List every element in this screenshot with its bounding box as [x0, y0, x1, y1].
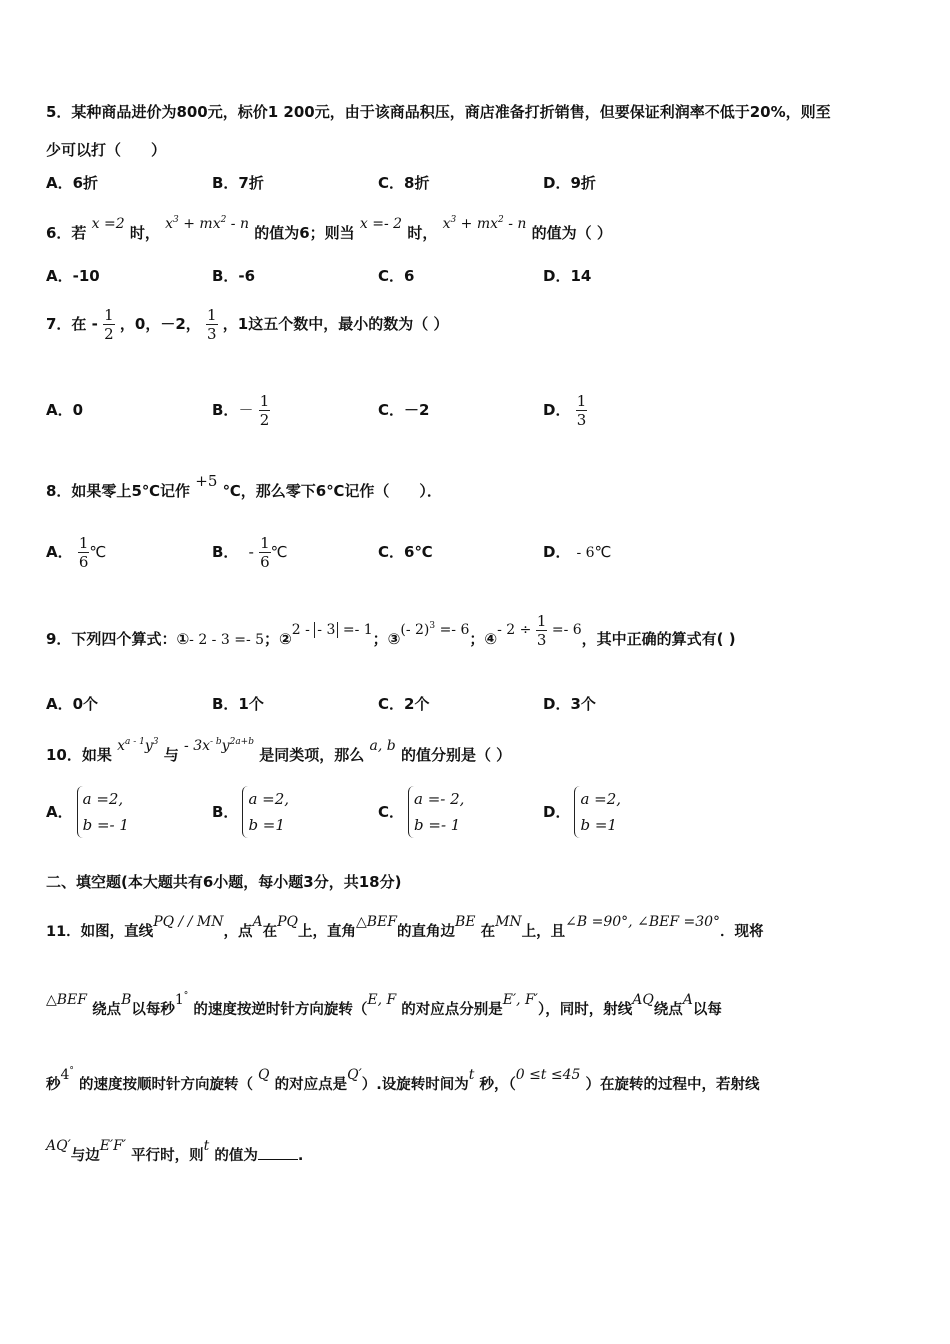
q11-line3: 秒4° 的速度按顺时针方向旋转（ Q 的对应点是Q′）.设旋转时间为t 秒，（0 ≤t ≤45 ）在旋转的过程中，若射线	[46, 1066, 760, 1093]
q9-expr4: - 2 ÷ $\frac{1}{3}$ =- 6	[497, 611, 582, 649]
q6-option-b: B．-6	[212, 267, 256, 285]
q7-optd-fraction: $\frac{1}{3}$	[576, 392, 587, 429]
q6-option-a: A．-10	[46, 267, 100, 285]
q7-option-c: C．－2	[378, 401, 430, 419]
q8-opta-fraction: $\frac{1}{6}$	[78, 534, 89, 571]
q5-line1: 5．某种商品进价为800元，标价1 200元，由于该商品积压，商店准备打折销售，但要保证利润率不低于20%，则至	[46, 103, 831, 121]
q10-term1: $x^{a - 1}y^3$	[117, 737, 159, 754]
q11-answer-blank[interactable]	[258, 1159, 298, 1160]
q6-stem: 6．若 x =2 时， $x^3 + mx^2 - n$ 的值为6；则当 x =- 2 时， $x^3 + mx^2 - n$ 的值为（ ）	[46, 215, 612, 242]
q9-option-c: C．2个	[378, 695, 430, 713]
q7-fraction-half: $\frac{1}{2}$	[104, 306, 114, 343]
q5-line2: 少可以打（ ）	[46, 141, 167, 159]
q7-option-b: B．－ $\frac{1}{2}$	[212, 392, 270, 429]
q7-option-a: A．0	[46, 401, 84, 419]
q8-option-a: A． $\frac{1}{6}$ ℃	[46, 534, 107, 571]
q7-fraction-third: $\frac{1}{3}$	[207, 306, 217, 343]
q8-option-c: C．6℃	[378, 543, 433, 561]
q9-stem: 9．下列四个算式：①- 2 - 3 =- 5；②2 - - 3 =- 1；③(- 2)$^3$ =- 6；④- 2 ÷ $\frac{1}{3}$ =- 6，其中正确的算式有( )	[46, 611, 736, 649]
q8-optb-fraction: $\frac{1}{6}$	[260, 534, 270, 571]
q10-option-b: B． a =2, b =1	[212, 786, 289, 838]
q8-stem: 8．如果零上5℃记作 +5 ℃，那么零下6℃记作（ ）．	[46, 472, 442, 500]
q5-option-a: A．6折	[46, 174, 99, 192]
q5-option-c: C．8折	[378, 174, 430, 192]
q6-cond2: x =- 2	[359, 216, 403, 232]
q10-opta-system: a =2, b =- 1	[77, 786, 129, 838]
q6-option-c: C．6	[378, 267, 415, 285]
q6-cond1: x =2	[91, 216, 125, 232]
q10-optd-system: a =2, b =1	[574, 786, 621, 838]
q8-option-d: D． - 6℃	[543, 543, 612, 561]
q10-optb-system: a =2, b =1	[242, 786, 289, 838]
q10-option-a: A． a =2, b =- 1	[46, 786, 129, 838]
q10-optc-system: a =- 2, b =- 1	[408, 786, 464, 838]
q7-option-d: D． $\frac{1}{3}$	[543, 392, 587, 429]
q7-stem: 7．在 - $\frac{1}{2}$ ，0，－2， $\frac{1}{3}$ ，1这五个数中，最小的数为（ ）	[46, 306, 449, 343]
q7-optb-fraction: $\frac{1}{2}$	[259, 392, 270, 429]
q9-option-b: B．1个	[212, 695, 264, 713]
q10-option-c: C． a =- 2, b =- 1	[378, 786, 464, 838]
q10-term2: - $3x^{- b}y^{2a+b}$	[184, 737, 254, 754]
q5-option-b: B．7折	[212, 174, 264, 192]
q6-expr2: $x^3 + mx^2 - n$	[442, 215, 527, 232]
q10-stem: 10．如果 $x^{a - 1}y^3$ 与 - $3x^{- b}y^{2a+b}$ 是同类项，那么 a, b 的值分别是（ ）	[46, 737, 512, 764]
q9-expr3: (- 2)$^3$ =- 6	[400, 621, 470, 638]
q9-option-a: A．0个	[46, 695, 99, 713]
q6-option-d: D．14	[543, 267, 592, 285]
q11-line2: △BEF 绕点B以每秒1° 的速度按逆时针方向旋转（E, F 的对应点分别是E′, F′），同时，射线AQ绕点A以每	[46, 991, 722, 1018]
q9-expr2: 2 - - 3 =- 1	[291, 622, 373, 638]
q11-line4: AQ′与边E′F′ 平行时，则t 的值为 .	[46, 1138, 304, 1164]
q10-option-d: D． a =2, b =1	[543, 786, 621, 838]
q8-option-b: B． - $\frac{1}{6}$ ℃	[212, 534, 288, 571]
q6-expr1: $x^3 + mx^2 - n$	[165, 215, 249, 232]
q5-option-d: D．9折	[543, 174, 596, 192]
q11-line1: 11．如图，直线PQ / / MN，点A在PQ上，直角△BEF的直角边BE 在MN上，且∠B =90°, ∠BEF =30°．现将	[46, 914, 764, 940]
q9-option-d: D．3个	[543, 695, 596, 713]
q9-expr1: - 2 - 3 =- 5	[189, 632, 265, 648]
q10-ab: a, b	[369, 738, 396, 754]
q8-plus5: +5	[195, 472, 218, 490]
section-2-title: 二、填空题(本大题共有6小题，每小题3分，共18分)	[46, 873, 402, 891]
